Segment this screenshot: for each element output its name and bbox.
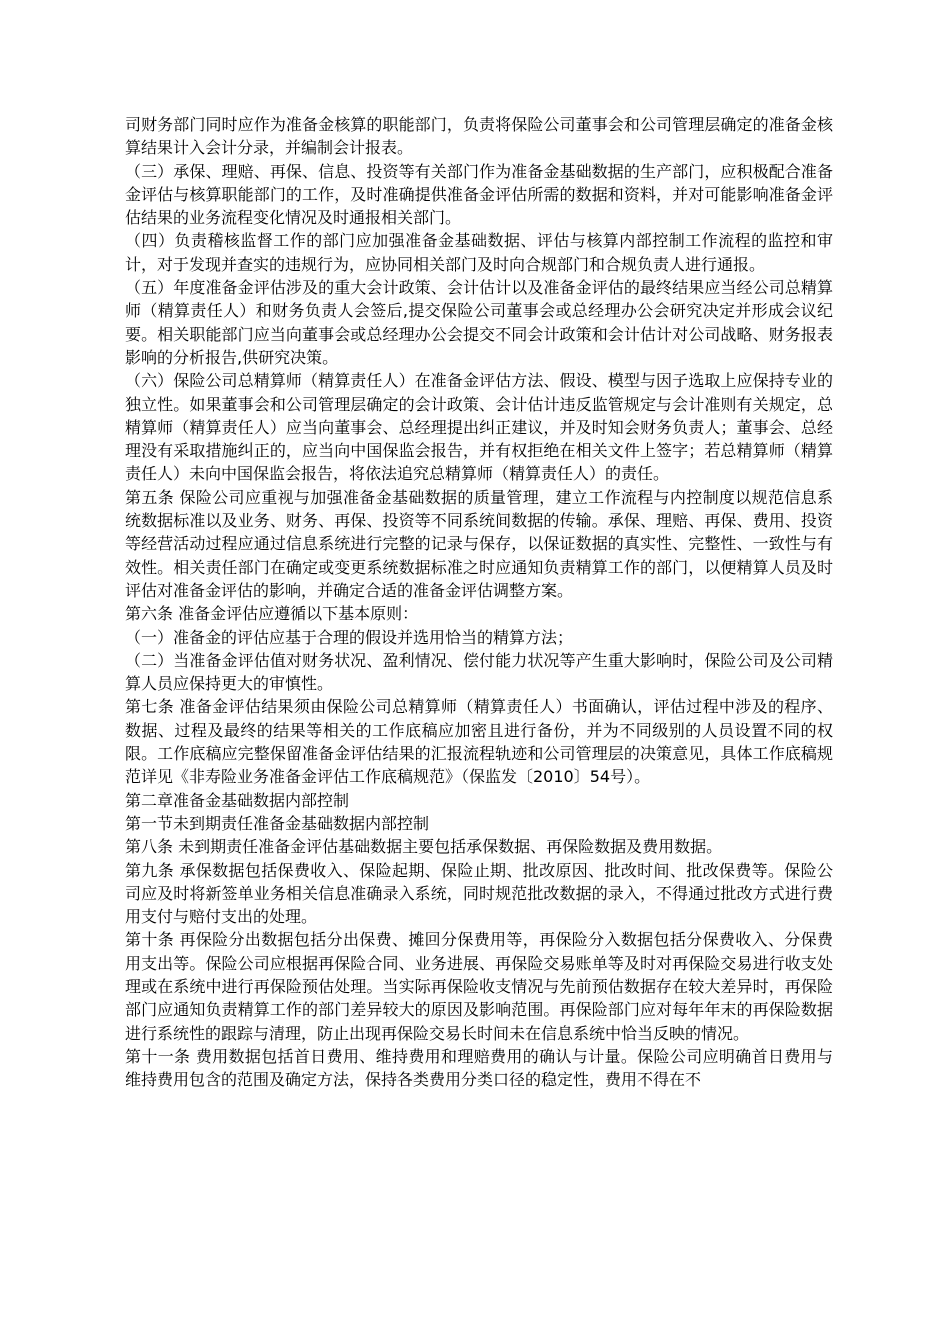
paragraph-accounting-dept: 司财务部门同时应作为准备金核算的职能部门，负责将保险公司董事会和公司管理层确定的准备金核算结果计入会计分录，并编制会计报表。 — [125, 115, 833, 158]
paragraph-item-6: （六）保险公司总精算师（精算责任人）在准备金评估方法、假设、模型与因子选取上应保持专业的独立性。如果董事会和公司管理层确定的会计政策、会计估计违反监管规定与会计准则有关规定，总精算师（精算责任人）应当向董事会、总经理提出纠正建议，并及时知会财务负责人；董事会、总经理没有采取措施纠正的，应当向中国保监会报告，并有权拒绝在相关文件上签字；若总精算师（精算责任人）未向中国保监会报告，将依法追究总精算师（精算责任人）的责任。 — [125, 371, 833, 484]
article-11: 第十一条 费用数据包括首日费用、维持费用和理赔费用的确认与计量。保险公司应明确首日费用与维持费用包含的范围及确定方法，保持各类费用分类口径的稳定性，费用不得在不 — [125, 1046, 833, 1090]
article-6-item-1: （一）准备金的评估应基于合理的假设并选用恰当的精算方法； — [125, 627, 574, 647]
article-9: 第九条 承保数据包括保费收入、保险起期、保险止期、批改原因、批改时间、批改保费等。保险公司应及时将新签单业务相关信息准确录入系统，同时规范批改数据的录入，不得通过批改方式进行费用支付与赔付支出的处理。 — [125, 860, 833, 927]
chapter-2-heading: 第二章准备金基础数据内部控制 — [125, 790, 350, 810]
document-body — [125, 113, 833, 1091]
article-6: 第六条 准备金评估应遵循以下基本原则： — [125, 604, 419, 624]
paragraph-item-5: （五）年度准备金评估涉及的重大会计政策、会计估计以及准备金评估的最终结果应当经公司总精算师（精算责任人）和财务负责人会签后,提交保险公司董事会或总经理办公会研究决定并形成会议纪要。相关职能部门应当向董事会或总经理办公会提交不同会计政策和会计估计对公司战略、财务报表影响的分析报告,供研究决策。 — [125, 278, 833, 367]
article-5: 第五条 保险公司应重视与加强准备金基础数据的质量管理，建立工作流程与内控制度以规范信息系统数据标准以及业务、财务、再保、投资等不同系统间数据的传输。承保、理赔、再保、费用、投资等经营活动过程应通过信息系统进行完整的记录与保存，以保证数据的真实性、完整性、一致性与有效性。相关责任部门在确定或变更系统数据标准之时应通知负责精算工作的部门，以便精算人员及时评估对准备金评估的影响，并确定合适的准备金评估调整方案。 — [125, 487, 833, 600]
section-1-heading: 第一节未到期责任准备金基础数据内部控制 — [125, 813, 430, 833]
article-10: 第十条 再保险分出数据包括分出保费、摊回分保费用等，再保险分入数据包括分保费收入、分保费用支出等。保险公司应根据再保险合同、业务进展、再保险交易账单等及时对再保险交易进行收支处理或在系统中进行再保险预估处理。当实际再保险收支情况与先前预估数据存在较大差异时，再保险部门应通知负责精算工作的部门差异较大的原因及影响范围。再保险部门应对每年年末的再保险数据进行系统性的跟踪与清理，防止出现再保险交易长时间未在信息系统中恰当反映的情况。 — [125, 930, 833, 1043]
paragraph-item-4: （四）负责稽核监督工作的部门应加强准备金基础数据、评估与核算内部控制工作流程的监控和审计，对于发现并查实的违规行为，应协同相关部门及时向合规部门和合规负责人进行通报。 — [125, 231, 833, 274]
article-7: 第七条 准备金评估结果须由保险公司总精算师（精算责任人）书面确认，评估过程中涉及的程序、数据、过程及最终的结果等相关的工作底稿应加密且进行备份，并为不同级别的人员设置不同的权限。工作底稿应完整保留准备金评估结果的汇报流程轨迹和公司管理层的决策意见，具体工作底稿规范详见《非寿险业务准备金评估工作底稿规范》（保监发〔2010〕54号）。 — [125, 697, 833, 787]
article-6-item-2: （二）当准备金评估值对财务状况、盈利情况、偿付能力状况等产生重大影响时，保险公司及公司精算人员应保持更大的审慎性。 — [125, 650, 833, 694]
paragraph-item-3: （三）承保、理赔、再保、信息、投资等有关部门作为准备金基础数据的生产部门，应积极配合准备金评估与核算职能部门的工作，及时准确提供准备金评估所需的数据和资料，并对可能影响准备金评估结果的业务流程变化情况及时通报相关部门。 — [125, 161, 833, 228]
article-8: 第八条 未到期责任准备金评估基础数据主要包括承保数据、再保险数据及费用数据。 — [125, 837, 723, 857]
